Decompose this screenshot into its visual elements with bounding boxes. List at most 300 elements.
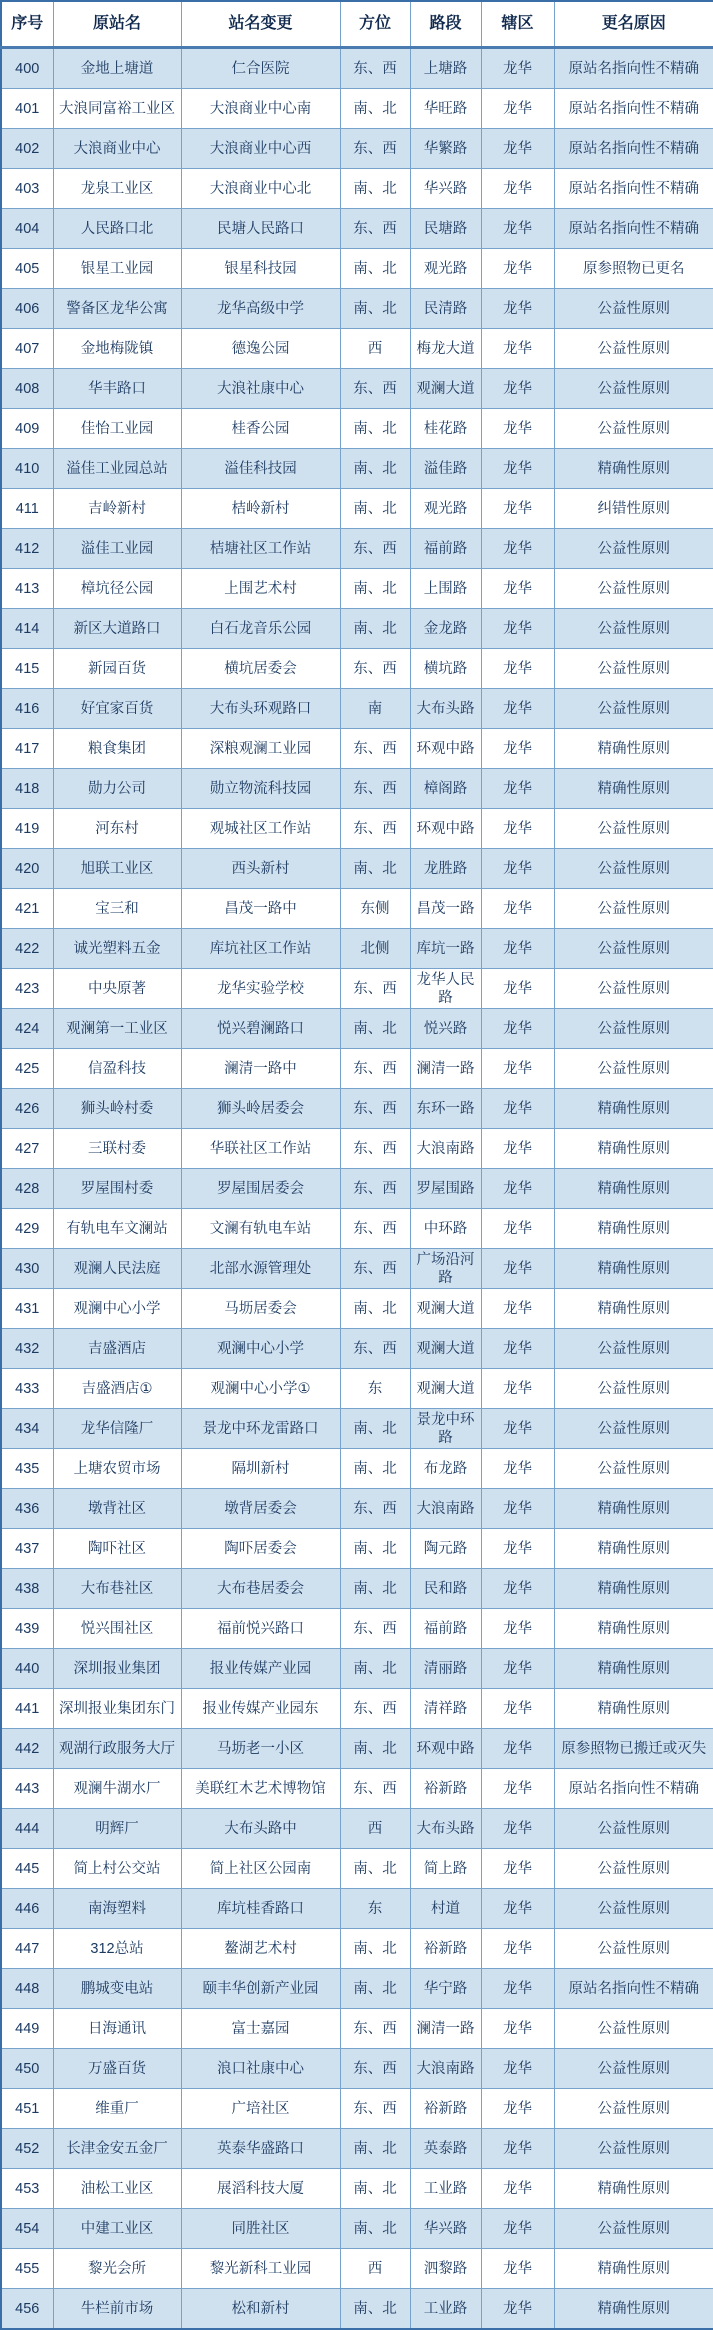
cell-new_name: 大浪商业中心北 — [181, 169, 340, 209]
cell-reason: 公益性原则 — [554, 289, 713, 329]
cell-new_name: 报业传媒产业园 — [181, 1649, 340, 1689]
table-row — [1, 1249, 713, 1289]
cell-old_name: 深圳报业集团 — [53, 1649, 181, 1689]
table-row — [1, 2289, 713, 2330]
table-row — [1, 48, 713, 89]
cell-old_name: 观澜第一工业区 — [53, 1009, 181, 1049]
cell-no: 431 — [1, 1289, 53, 1329]
cell-district: 龙华 — [481, 1089, 554, 1129]
cell-reason: 原站名指向性不精确 — [554, 129, 713, 169]
cell-reason: 原站名指向性不精确 — [554, 89, 713, 129]
cell-old_name: 维重厂 — [53, 2089, 181, 2129]
cell-reason: 公益性原则 — [554, 1929, 713, 1969]
table-row — [1, 89, 713, 129]
cell-new_name: 深粮观澜工业园 — [181, 729, 340, 769]
cell-reason: 原站名指向性不精确 — [554, 48, 713, 89]
cell-district: 龙华 — [481, 209, 554, 249]
cell-new_name: 昌茂一路中 — [181, 889, 340, 929]
cell-reason: 公益性原则 — [554, 849, 713, 889]
cell-district: 龙华 — [481, 729, 554, 769]
table-row — [1, 409, 713, 449]
table-row — [1, 1449, 713, 1489]
cell-reason: 公益性原则 — [554, 1009, 713, 1049]
cell-reason: 原站名指向性不精确 — [554, 1969, 713, 2009]
cell-no: 415 — [1, 649, 53, 689]
cell-reason: 精确性原则 — [554, 1489, 713, 1529]
cell-old_name: 金地上塘道 — [53, 48, 181, 89]
cell-old_name: 明辉厂 — [53, 1809, 181, 1849]
cell-reason: 公益性原则 — [554, 2049, 713, 2089]
cell-direction: 东、西 — [340, 1689, 410, 1729]
cell-old_name: 好宜家百货 — [53, 689, 181, 729]
cell-new_name: 陶吓居委会 — [181, 1529, 340, 1569]
header-row — [1, 1, 713, 48]
cell-old_name: 中央原著 — [53, 969, 181, 1009]
table-row — [1, 1529, 713, 1569]
cell-road: 澜清一路 — [410, 2009, 481, 2049]
cell-new_name: 上围艺术村 — [181, 569, 340, 609]
cell-old_name: 三联村委 — [53, 1129, 181, 1169]
cell-district: 龙华 — [481, 2129, 554, 2169]
cell-no: 400 — [1, 48, 53, 89]
table-row — [1, 249, 713, 289]
cell-old_name: 樟坑径公园 — [53, 569, 181, 609]
column-header-old_name: 原站名 — [53, 1, 181, 48]
cell-no: 406 — [1, 289, 53, 329]
cell-old_name: 吉岭新村 — [53, 489, 181, 529]
table-row — [1, 1689, 713, 1729]
cell-new_name: 鳌湖艺术村 — [181, 1929, 340, 1969]
cell-road: 英泰路 — [410, 2129, 481, 2169]
cell-road: 观光路 — [410, 489, 481, 529]
cell-new_name: 大浪商业中心南 — [181, 89, 340, 129]
cell-district: 龙华 — [481, 1529, 554, 1569]
cell-district: 龙华 — [481, 849, 554, 889]
cell-no: 409 — [1, 409, 53, 449]
cell-old_name: 华丰路口 — [53, 369, 181, 409]
cell-reason: 精确性原则 — [554, 1249, 713, 1289]
cell-new_name: 德逸公园 — [181, 329, 340, 369]
cell-old_name: 罗屋围村委 — [53, 1169, 181, 1209]
cell-no: 426 — [1, 1089, 53, 1129]
cell-no: 454 — [1, 2209, 53, 2249]
cell-district: 龙华 — [481, 969, 554, 1009]
column-header-no: 序号 — [1, 1, 53, 48]
table-row — [1, 1969, 713, 2009]
cell-reason: 公益性原则 — [554, 1809, 713, 1849]
cell-new_name: 墩背居委会 — [181, 1489, 340, 1529]
cell-district: 龙华 — [481, 1889, 554, 1929]
table-header — [1, 1, 713, 48]
cell-new_name: 横坑居委会 — [181, 649, 340, 689]
table-row — [1, 169, 713, 209]
cell-reason: 精确性原则 — [554, 1689, 713, 1729]
cell-no: 443 — [1, 1769, 53, 1809]
cell-district: 龙华 — [481, 1689, 554, 1729]
cell-road: 桂花路 — [410, 409, 481, 449]
cell-road: 樟阁路 — [410, 769, 481, 809]
cell-no: 411 — [1, 489, 53, 529]
cell-direction: 南、北 — [340, 289, 410, 329]
cell-direction: 南、北 — [340, 1969, 410, 2009]
cell-direction: 南、北 — [340, 1849, 410, 1889]
table-row — [1, 2169, 713, 2209]
cell-direction: 南、北 — [340, 1009, 410, 1049]
cell-reason: 精确性原则 — [554, 2249, 713, 2289]
cell-district: 龙华 — [481, 249, 554, 289]
cell-road: 龙华人民路 — [410, 969, 481, 1009]
cell-reason: 公益性原则 — [554, 1889, 713, 1929]
cell-reason: 公益性原则 — [554, 609, 713, 649]
cell-road: 华繁路 — [410, 129, 481, 169]
cell-direction: 南、北 — [340, 2209, 410, 2249]
cell-road: 观澜大道 — [410, 1329, 481, 1369]
cell-road: 广场沿河路 — [410, 1249, 481, 1289]
column-header-new_name: 站名变更 — [181, 1, 340, 48]
cell-new_name: 观澜中心小学 — [181, 1329, 340, 1369]
cell-new_name: 广培社区 — [181, 2089, 340, 2129]
cell-new_name: 马坜老一小区 — [181, 1729, 340, 1769]
cell-new_name: 简上社区公园南 — [181, 1849, 340, 1889]
cell-old_name: 新区大道路口 — [53, 609, 181, 649]
table-row — [1, 1929, 713, 1969]
cell-reason: 公益性原则 — [554, 689, 713, 729]
table-row — [1, 1329, 713, 1369]
cell-no: 427 — [1, 1129, 53, 1169]
cell-no: 417 — [1, 729, 53, 769]
cell-road: 华兴路 — [410, 2209, 481, 2249]
cell-no: 452 — [1, 2129, 53, 2169]
cell-old_name: 佳怡工业园 — [53, 409, 181, 449]
cell-new_name: 桂香公园 — [181, 409, 340, 449]
cell-direction: 南、北 — [340, 1529, 410, 1569]
cell-new_name: 富士嘉园 — [181, 2009, 340, 2049]
cell-no: 438 — [1, 1569, 53, 1609]
cell-direction: 东、西 — [340, 969, 410, 1009]
cell-new_name: 英泰华盛路口 — [181, 2129, 340, 2169]
cell-no: 450 — [1, 2049, 53, 2089]
cell-new_name: 美联红木艺术博物馆 — [181, 1769, 340, 1809]
cell-road: 悦兴路 — [410, 1009, 481, 1049]
cell-no: 430 — [1, 1249, 53, 1289]
cell-old_name: 日海通讯 — [53, 2009, 181, 2049]
cell-road: 环观中路 — [410, 729, 481, 769]
cell-no: 440 — [1, 1649, 53, 1689]
table-row — [1, 969, 713, 1009]
cell-reason: 公益性原则 — [554, 1849, 713, 1889]
cell-no: 428 — [1, 1169, 53, 1209]
cell-road: 民和路 — [410, 1569, 481, 1609]
cell-no: 449 — [1, 2009, 53, 2049]
cell-new_name: 悦兴碧澜路口 — [181, 1009, 340, 1049]
cell-new_name: 北部水源管理处 — [181, 1249, 340, 1289]
cell-new_name: 福前悦兴路口 — [181, 1609, 340, 1649]
cell-direction: 南、北 — [340, 609, 410, 649]
cell-road: 龙胜路 — [410, 849, 481, 889]
cell-road: 中环路 — [410, 1209, 481, 1249]
cell-no: 410 — [1, 449, 53, 489]
cell-district: 龙华 — [481, 48, 554, 89]
cell-district: 龙华 — [481, 569, 554, 609]
cell-district: 龙华 — [481, 1929, 554, 1969]
cell-new_name: 松和新村 — [181, 2289, 340, 2330]
cell-old_name: 观澜牛湖水厂 — [53, 1769, 181, 1809]
cell-no: 422 — [1, 929, 53, 969]
cell-district: 龙华 — [481, 1009, 554, 1049]
cell-reason: 精确性原则 — [554, 1649, 713, 1689]
cell-old_name: 诚光塑料五金 — [53, 929, 181, 969]
cell-road: 清祥路 — [410, 1689, 481, 1729]
cell-district: 龙华 — [481, 769, 554, 809]
cell-old_name: 银星工业园 — [53, 249, 181, 289]
cell-new_name: 隔圳新村 — [181, 1449, 340, 1489]
cell-district: 龙华 — [481, 1049, 554, 1089]
cell-old_name: 南海塑料 — [53, 1889, 181, 1929]
cell-no: 446 — [1, 1889, 53, 1929]
cell-no: 414 — [1, 609, 53, 649]
cell-old_name: 吉盛酒店① — [53, 1369, 181, 1409]
cell-reason: 原参照物已更名 — [554, 249, 713, 289]
table-row — [1, 1849, 713, 1889]
cell-road: 村道 — [410, 1889, 481, 1929]
cell-no: 424 — [1, 1009, 53, 1049]
cell-district: 龙华 — [481, 1449, 554, 1489]
cell-road: 观光路 — [410, 249, 481, 289]
cell-new_name: 马坜居委会 — [181, 1289, 340, 1329]
cell-district: 龙华 — [481, 449, 554, 489]
cell-old_name: 粮食集团 — [53, 729, 181, 769]
cell-reason: 公益性原则 — [554, 1049, 713, 1089]
cell-district: 龙华 — [481, 2089, 554, 2129]
cell-no: 418 — [1, 769, 53, 809]
cell-old_name: 金地梅陇镇 — [53, 329, 181, 369]
cell-new_name: 大浪商业中心西 — [181, 129, 340, 169]
cell-direction: 东、西 — [340, 2009, 410, 2049]
cell-old_name: 吉盛酒店 — [53, 1329, 181, 1369]
cell-district: 龙华 — [481, 369, 554, 409]
cell-direction: 东、西 — [340, 1089, 410, 1129]
cell-road: 溢佳路 — [410, 449, 481, 489]
cell-old_name: 警备区龙华公寓 — [53, 289, 181, 329]
table-row — [1, 1009, 713, 1049]
cell-direction: 南、北 — [340, 1649, 410, 1689]
cell-no: 423 — [1, 969, 53, 1009]
cell-direction: 南、北 — [340, 1929, 410, 1969]
cell-direction: 西 — [340, 2249, 410, 2289]
cell-road: 上塘路 — [410, 48, 481, 89]
cell-reason: 原站名指向性不精确 — [554, 1769, 713, 1809]
cell-direction: 南、北 — [340, 409, 410, 449]
cell-new_name: 桔塘社区工作站 — [181, 529, 340, 569]
cell-no: 451 — [1, 2089, 53, 2129]
cell-district: 龙华 — [481, 129, 554, 169]
cell-direction: 南、北 — [340, 2169, 410, 2209]
table-row — [1, 1609, 713, 1649]
cell-road: 裕新路 — [410, 1769, 481, 1809]
cell-road: 观澜大道 — [410, 1289, 481, 1329]
table-row — [1, 729, 713, 769]
cell-new_name: 白石龙音乐公园 — [181, 609, 340, 649]
cell-new_name: 澜清一路中 — [181, 1049, 340, 1089]
cell-no: 421 — [1, 889, 53, 929]
cell-road: 大浪南路 — [410, 2049, 481, 2089]
cell-old_name: 油松工业区 — [53, 2169, 181, 2209]
table-row — [1, 569, 713, 609]
cell-road: 华旺路 — [410, 89, 481, 129]
cell-old_name: 旭联工业区 — [53, 849, 181, 889]
cell-no: 448 — [1, 1969, 53, 2009]
cell-reason: 公益性原则 — [554, 649, 713, 689]
cell-district: 龙华 — [481, 929, 554, 969]
cell-reason: 精确性原则 — [554, 1129, 713, 1169]
cell-road: 福前路 — [410, 1609, 481, 1649]
cell-direction: 东、西 — [340, 769, 410, 809]
cell-reason: 原站名指向性不精确 — [554, 209, 713, 249]
table-row — [1, 1209, 713, 1249]
cell-road: 罗屋围路 — [410, 1169, 481, 1209]
cell-old_name: 观澜人民法庭 — [53, 1249, 181, 1289]
cell-no: 444 — [1, 1809, 53, 1849]
cell-new_name: 西头新村 — [181, 849, 340, 889]
cell-old_name: 观澜中心小学 — [53, 1289, 181, 1329]
cell-direction: 西 — [340, 329, 410, 369]
cell-reason: 精确性原则 — [554, 1289, 713, 1329]
cell-no: 412 — [1, 529, 53, 569]
cell-new_name: 报业传媒产业园东 — [181, 1689, 340, 1729]
cell-district: 龙华 — [481, 889, 554, 929]
cell-no: 416 — [1, 689, 53, 729]
cell-road: 大布头路 — [410, 689, 481, 729]
cell-direction: 东、西 — [340, 2049, 410, 2089]
cell-reason: 公益性原则 — [554, 2129, 713, 2169]
cell-road: 大浪南路 — [410, 1129, 481, 1169]
cell-direction: 东侧 — [340, 889, 410, 929]
cell-reason: 精确性原则 — [554, 1609, 713, 1649]
table-row — [1, 1409, 713, 1449]
cell-old_name: 万盛百货 — [53, 2049, 181, 2089]
cell-reason: 公益性原则 — [554, 1369, 713, 1409]
table-row — [1, 1129, 713, 1169]
cell-direction: 南、北 — [340, 569, 410, 609]
table-row — [1, 289, 713, 329]
cell-no: 433 — [1, 1369, 53, 1409]
cell-road: 金龙路 — [410, 609, 481, 649]
cell-old_name: 有轨电车文澜站 — [53, 1209, 181, 1249]
cell-road: 梅龙大道 — [410, 329, 481, 369]
cell-direction: 东、西 — [340, 1169, 410, 1209]
table-row — [1, 1049, 713, 1089]
table-row — [1, 689, 713, 729]
cell-old_name: 中建工业区 — [53, 2209, 181, 2249]
cell-no: 401 — [1, 89, 53, 129]
cell-district: 龙华 — [481, 1369, 554, 1409]
cell-reason: 精确性原则 — [554, 2169, 713, 2209]
cell-direction: 东、西 — [340, 1249, 410, 1289]
cell-road: 华兴路 — [410, 169, 481, 209]
cell-new_name: 观城社区工作站 — [181, 809, 340, 849]
cell-reason: 公益性原则 — [554, 2089, 713, 2129]
cell-road: 环观中路 — [410, 1729, 481, 1769]
cell-district: 龙华 — [481, 1249, 554, 1289]
table-row — [1, 1369, 713, 1409]
cell-new_name: 仁合医院 — [181, 48, 340, 89]
table-row — [1, 2089, 713, 2129]
cell-direction: 东、西 — [340, 1489, 410, 1529]
cell-road: 工业路 — [410, 2169, 481, 2209]
cell-no: 439 — [1, 1609, 53, 1649]
cell-new_name: 民塘人民路口 — [181, 209, 340, 249]
cell-direction: 东、西 — [340, 1129, 410, 1169]
cell-road: 大浪南路 — [410, 1489, 481, 1529]
table-row — [1, 489, 713, 529]
cell-district: 龙华 — [481, 1169, 554, 1209]
cell-direction: 南、北 — [340, 1449, 410, 1489]
cell-reason: 精确性原则 — [554, 1569, 713, 1609]
cell-reason: 公益性原则 — [554, 329, 713, 369]
cell-no: 447 — [1, 1929, 53, 1969]
column-header-district: 辖区 — [481, 1, 554, 48]
cell-reason: 精确性原则 — [554, 769, 713, 809]
cell-direction: 南、北 — [340, 1409, 410, 1449]
cell-old_name: 人民路口北 — [53, 209, 181, 249]
cell-old_name: 宝三和 — [53, 889, 181, 929]
cell-reason: 公益性原则 — [554, 1449, 713, 1489]
cell-road: 横坑路 — [410, 649, 481, 689]
cell-district: 龙华 — [481, 2249, 554, 2289]
cell-new_name: 观澜中心小学① — [181, 1369, 340, 1409]
cell-new_name: 浪口社康中心 — [181, 2049, 340, 2089]
cell-direction: 东 — [340, 1369, 410, 1409]
cell-district: 龙华 — [481, 649, 554, 689]
cell-new_name: 文澜有轨电车站 — [181, 1209, 340, 1249]
cell-district: 龙华 — [481, 1129, 554, 1169]
cell-no: 445 — [1, 1849, 53, 1889]
cell-old_name: 悦兴围社区 — [53, 1609, 181, 1649]
table-row — [1, 1729, 713, 1769]
table-row — [1, 849, 713, 889]
table-row — [1, 929, 713, 969]
cell-new_name: 勋立物流科技园 — [181, 769, 340, 809]
cell-old_name: 黎光会所 — [53, 2249, 181, 2289]
cell-no: 436 — [1, 1489, 53, 1529]
cell-road: 观澜大道 — [410, 1369, 481, 1409]
table-row — [1, 369, 713, 409]
cell-reason: 纠错性原则 — [554, 489, 713, 529]
cell-road: 环观中路 — [410, 809, 481, 849]
cell-direction: 东、西 — [340, 1769, 410, 1809]
cell-no: 402 — [1, 129, 53, 169]
cell-old_name: 大浪同富裕工业区 — [53, 89, 181, 129]
table-row — [1, 329, 713, 369]
cell-no: 425 — [1, 1049, 53, 1089]
table-row — [1, 1289, 713, 1329]
cell-reason: 公益性原则 — [554, 2009, 713, 2049]
cell-direction: 南、北 — [340, 2129, 410, 2169]
cell-reason: 公益性原则 — [554, 569, 713, 609]
cell-district: 龙华 — [481, 1409, 554, 1449]
table-row — [1, 1489, 713, 1529]
table-row — [1, 529, 713, 569]
cell-reason: 公益性原则 — [554, 1409, 713, 1449]
table-row — [1, 649, 713, 689]
cell-road: 陶元路 — [410, 1529, 481, 1569]
cell-direction: 东、西 — [340, 1209, 410, 1249]
cell-direction: 西 — [340, 1809, 410, 1849]
cell-direction: 南、北 — [340, 1569, 410, 1609]
cell-direction: 南、北 — [340, 1289, 410, 1329]
cell-direction: 东、西 — [340, 129, 410, 169]
cell-reason: 公益性原则 — [554, 369, 713, 409]
